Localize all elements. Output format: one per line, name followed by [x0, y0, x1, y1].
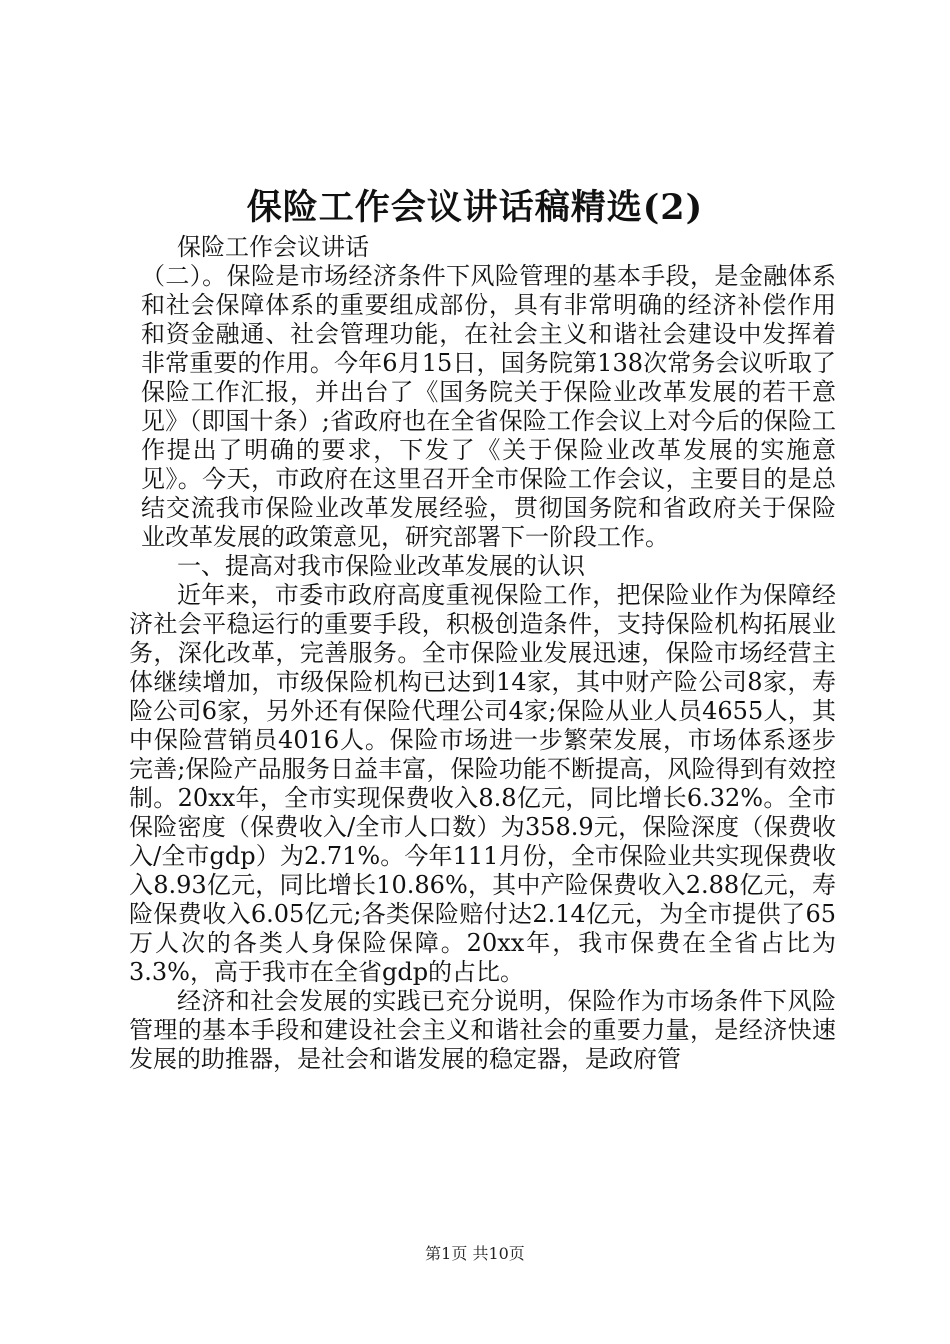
speech-subtitle: 保险工作会议讲话	[177, 233, 369, 261]
page-number-footer: 第1页 共10页	[425, 1244, 525, 1263]
document-title: 保险工作会议讲话稿精选(2)	[246, 187, 704, 228]
paragraph-statistics: 近年来，市委市政府高度重视保险工作，把保险业作为保障经济社会平稳运行的重要手段，积极创造条件，支持保险机构拓展业务，深化改革，完善服务。全市保险业发展迅速，保险市场经营主体继续增加，市级保险机构已达到14家，其中财产险公司8家，寿险公司6家，另外还有保险代理公司4家;保险从业人员4655人，其中保险营销员4016人。保险市场进一步繁荣发展，市场体系逐步完善;保险产品服务日益丰富，保险功能不断提高，风险得到有效控制。20xx年，全市实现保费收入8.8亿元，同比增长6.32%。全市保险密度（保费收入/全市人口数）为358.9元，保险深度（保费收入/全市gdp）为2.71%。今年111月份，全市保险业共实现保费收入8.93亿元，同比增长10.86%，其中产险保费收入2.88亿元，寿险保费收入6.05亿元;各类保险赔付达2.14亿元，为全市提供了65万人次的各类人身保险保障。20xx年，我市保费在全省占比为3.3%，高于我市在全省gdp的占比。	[129, 581, 836, 986]
section-heading: 一、提高对我市保险业改革发展的认识	[177, 552, 585, 580]
document-body	[129, 233, 836, 1074]
paragraph-intro: （二）。保险是市场经济条件下风险管理的基本手段，是金融体系和社会保障体系的重要组成部份，具有非常明确的经济补偿作用和资金融通、社会管理功能，在社会主义和谐社会建设中发挥着非常重要的作用。今年6月15日，国务院第138次常务会议听取了保险工作汇报，并出台了《国务院关于保险业改革发展的若干意见》（即国十条）;省政府也在全省保险工作会议上对今后的保险工作提出了明确的要求，下发了《关于保险业改革发展的实施意见》。今天，市政府在这里召开全市保险工作会议，主要目的是总结交流我市保险业改革发展经验，贯彻国务院和省政府关于保险业改革发展的政策意见，研究部署下一阶段工作。	[141, 262, 836, 551]
paragraph-conclusion: 经济和社会发展的实践已充分说明，保险作为市场条件下风险管理的基本手段和建设社会主义和谐社会的重要力量，是经济快速发展的助推器，是社会和谐发展的稳定器，是政府管	[129, 987, 836, 1073]
